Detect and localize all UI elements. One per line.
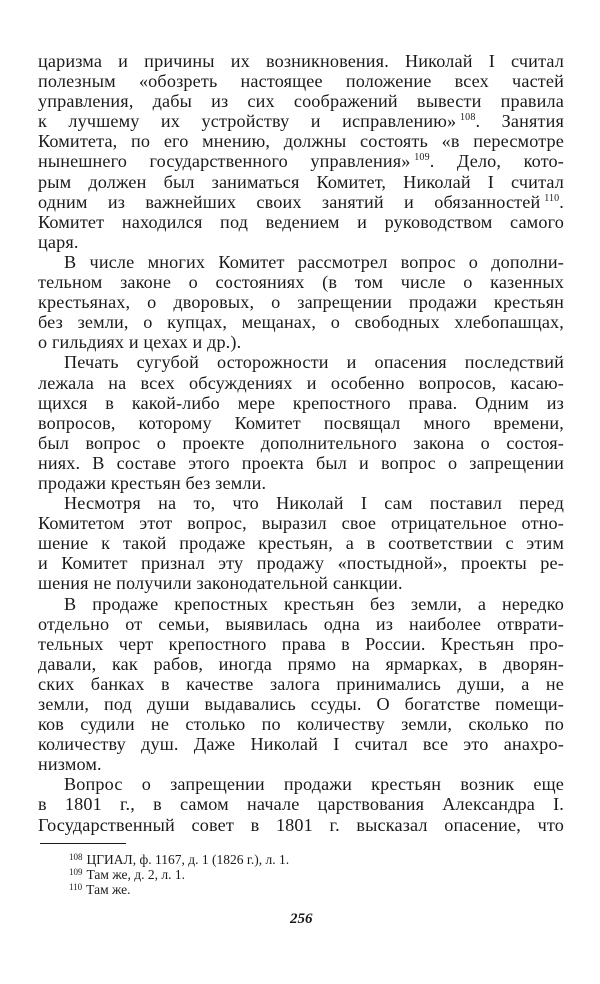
text-line	[38, 292, 564, 312]
footnote-text: Там же.	[86, 882, 131, 897]
text-line	[38, 111, 564, 131]
line-text: тельных черт крепостного права в России. Крестьян про-	[38, 633, 564, 654]
line-text: шение к такой продаже крестьян, а в соответствии с этим	[38, 533, 564, 554]
text-line	[38, 71, 564, 91]
line-text: щихся в какой-либо мере крепостного права. Одним из	[38, 392, 564, 413]
line-text: низмом.	[38, 754, 102, 775]
text-line	[38, 91, 564, 111]
line-text: ниях. В составе этого проекта был и вопрос о запрещении	[38, 452, 564, 473]
line-text: количеству душ. Даже Николай I считал все это анахро-	[38, 734, 564, 755]
line-text: земли, под души выдавались ссуды. О богатстве помещи-	[38, 694, 564, 714]
line-text: Несмотря на то, что Николай I сам поставил перед	[64, 493, 564, 514]
line-text: полезным «обозреть настоящее положение всех частей	[38, 71, 564, 92]
footnote-divider	[40, 843, 126, 844]
footnote-item	[69, 865, 489, 880]
footnote-number: 108	[69, 852, 83, 862]
footnote-reference[interactable]: 109	[414, 152, 430, 164]
line-text: крестьянах, о дворовых, о запрещении продажи крестьян	[38, 292, 564, 313]
line-text: В продаже крепостных крестьян без земли, а нередко	[64, 593, 564, 614]
line-text: управления, дабы из сих соображений вывести правила	[38, 91, 564, 112]
footnote-reference[interactable]: 108	[460, 112, 476, 124]
line-text: Государственный совет в 1801 г. высказал опасение, что	[38, 814, 564, 835]
line-text: Комитет находился под ведением и руководством самого	[38, 211, 564, 232]
footnote-number: 109	[69, 867, 83, 877]
text-line	[38, 513, 564, 533]
text-line	[38, 232, 564, 252]
text-line	[38, 654, 564, 674]
line-text: продажи крестьян без земли.	[38, 472, 267, 493]
line-text: царя.	[38, 231, 79, 252]
line-text: вопросов, которому Комитет посвящал много времени,	[38, 412, 564, 433]
line-text: к лучшему их устройству и исправлению»	[38, 111, 457, 132]
text-line	[38, 192, 564, 212]
footnote-reference[interactable]: 110	[544, 192, 560, 204]
line-text: одним из важнейших своих занятий и обязанностей	[38, 191, 541, 212]
line-text: Комитета, по его мнению, должны состоять «в пересмотре	[38, 131, 564, 152]
text-line	[38, 433, 564, 453]
line-text: рым должен был заниматься Комитет, Николай I считал	[38, 171, 564, 192]
line-text: нынешнего государственного управления»	[38, 151, 411, 172]
line-text: Вопрос о запрещении продажи крестьян возник еще	[64, 774, 564, 795]
text-line	[38, 373, 564, 393]
text-line	[38, 212, 564, 232]
line-text: о гильдиях и цехах и др.).	[38, 332, 242, 353]
line-text: царизма и причины их возникновения. Николай I считал	[38, 51, 564, 71]
text-line	[38, 614, 564, 634]
line-text: в 1801 г., в самом начале царствования Александра I.	[38, 794, 564, 815]
text-line	[38, 573, 564, 593]
body-text	[38, 51, 564, 835]
footnote-text: ЦГИАЛ, ф. 1167, д. 1 (1826 г.), л. 1.	[86, 852, 290, 867]
line-text: тельном законе о состояниях (в том числе о казенных	[38, 272, 564, 293]
line-tail-text: .	[559, 191, 564, 212]
text-line	[38, 453, 564, 473]
text-line	[38, 151, 564, 171]
text-line	[38, 594, 564, 614]
line-text: лежала на всех обсуждениях и особенно вопросов, касаю-	[38, 372, 564, 393]
footnotes	[69, 850, 489, 895]
footnote-item	[69, 850, 489, 865]
text-line	[38, 473, 564, 493]
text-line	[38, 493, 564, 513]
line-text: Комитетом этот вопрос, выразил свое отрицательное отно-	[38, 513, 564, 534]
text-line	[38, 774, 564, 794]
line-text: ков судили не столько по количеству земли, сколько по	[38, 714, 564, 735]
text-line	[38, 794, 564, 814]
line-tail-text: . Занятия	[475, 111, 564, 132]
line-text: шения не получили законодательной санкции.	[38, 573, 403, 594]
footnote-text: Там же, д. 2, л. 1.	[86, 867, 185, 882]
footnote-number: 110	[69, 882, 83, 892]
line-text: ских банках в качестве залога принимались души, а не	[38, 673, 564, 694]
text-line	[38, 332, 564, 352]
text-line	[38, 734, 564, 754]
text-line	[38, 413, 564, 433]
text-line	[38, 312, 564, 332]
text-line	[38, 815, 564, 835]
text-line	[38, 352, 564, 372]
line-text: был вопрос о проекте дополнительного закона о состоя-	[38, 432, 564, 453]
line-text: давали, как рабов, иногда прямо на ярмарках, в дворян-	[38, 653, 564, 674]
line-tail-text: . Дело, кото-	[429, 151, 564, 172]
text-line	[38, 131, 564, 151]
text-line	[38, 634, 564, 654]
line-text: отдельно от семьи, выявилась одна из наиболее отврати-	[38, 613, 564, 634]
footnote-item	[69, 880, 489, 895]
text-line	[38, 714, 564, 734]
text-line	[38, 252, 564, 272]
line-text: без земли, о купцах, мещанах, о свободных хлебопашцах,	[38, 312, 564, 333]
text-line	[38, 172, 564, 192]
line-text: Печать сугубой осторожности и опасения последствий	[64, 352, 564, 373]
text-line	[38, 674, 564, 694]
text-line	[38, 754, 564, 774]
text-line	[38, 51, 564, 71]
text-line	[38, 272, 564, 292]
page-number: 256	[290, 911, 313, 927]
text-line	[38, 393, 564, 413]
line-text: и Комитет признал эту продажу «постыдной», проекты ре-	[38, 553, 564, 574]
text-line	[38, 533, 564, 553]
line-text: В числе многих Комитет рассмотрел вопрос о дополни-	[64, 251, 564, 272]
text-line	[38, 553, 564, 573]
text-line	[38, 694, 564, 714]
